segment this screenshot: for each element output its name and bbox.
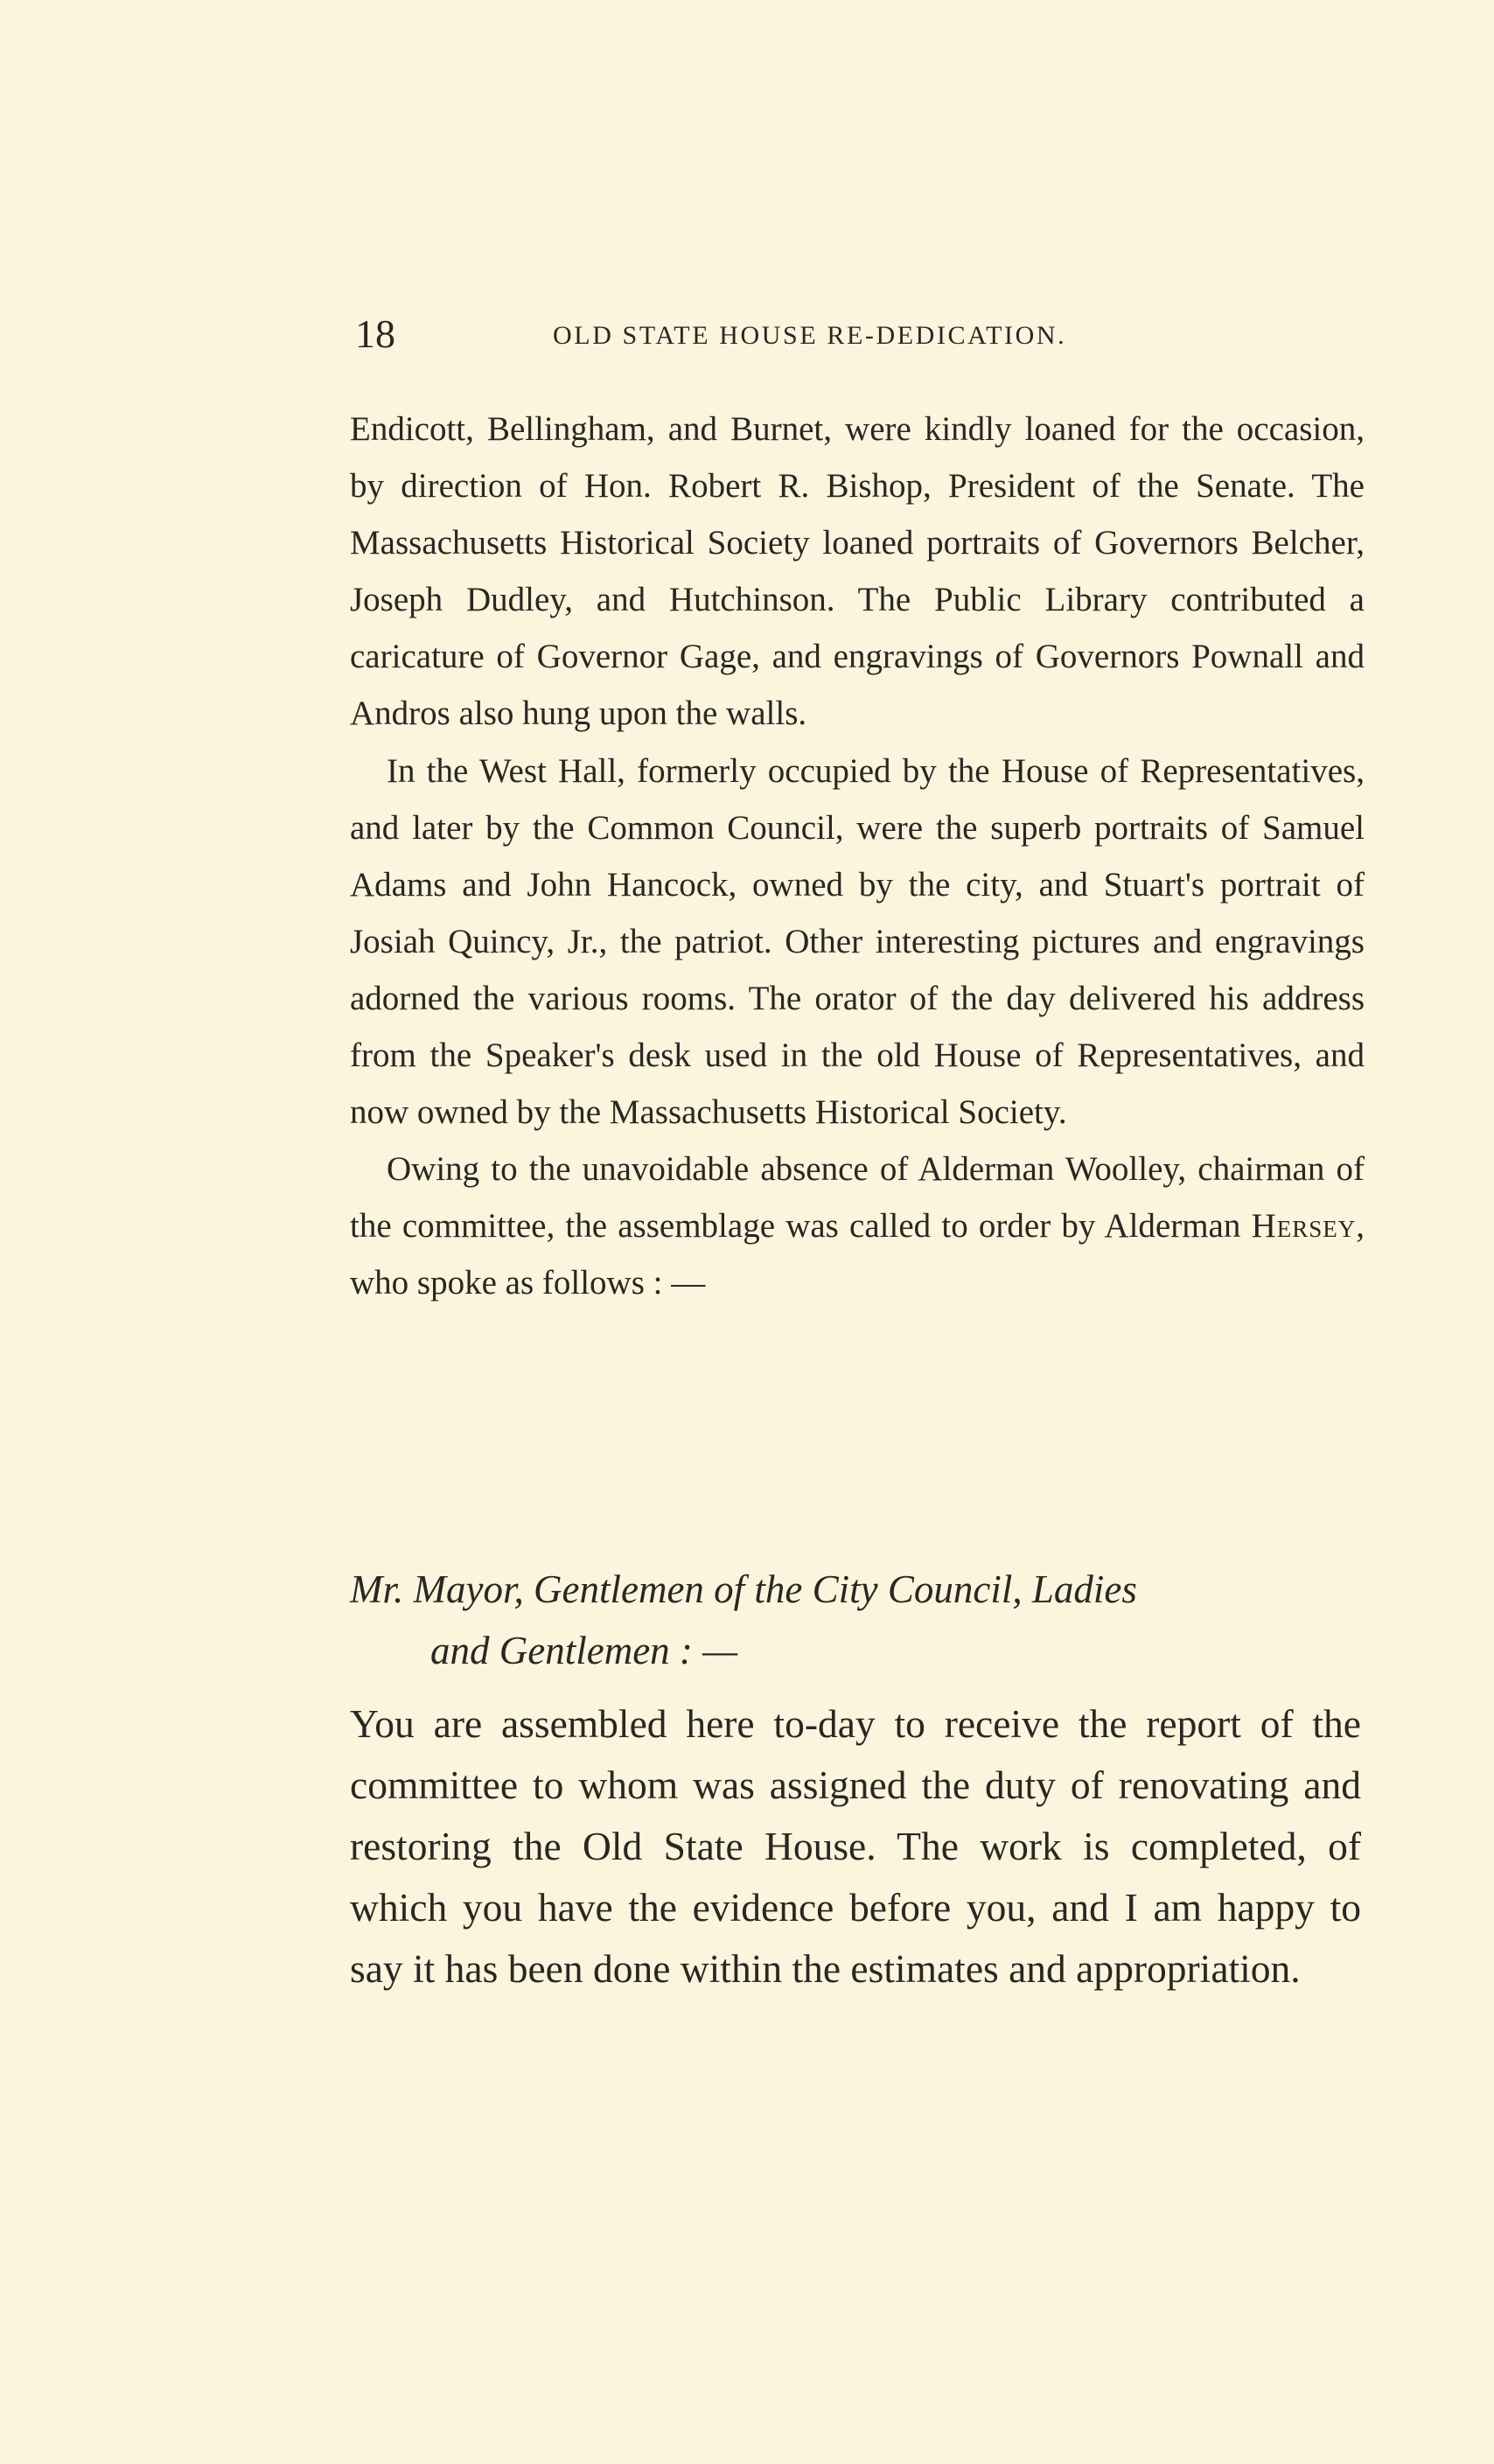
- paragraph-continuation: Endicott, Bellingham, and Burnet, were kindly loaned for the occasion, by direction of Hon. Robert R. Bishop, President of the Senate. The Massachusetts Historical Society loaned portraits of Governors Belcher, Joseph Dudley, and Hutchinson. The Public Library contributed a caricature of Governor Gage, and engravings of Governors Pownall and Andros also hung upon the walls.: [350, 410, 1365, 733]
- running-head: [350, 308, 1172, 360]
- paragraph-owing: [350, 1141, 1365, 1311]
- paragraph-west-hall: In the West Hall, formerly occupied by the House of Representatives, and later by the Common Council, were the superb portraits of Samuel Adams and John Hancock, owned by the city, and Stuart's portrait of Josiah Quincy, Jr., the patriot. Other interesting pictures and engravings adorned the various rooms. The orator of the day delivered his address from the Speaker's desk used in the old House of Representatives, and now owned by the Massachusetts Historical Society.: [350, 751, 1365, 1132]
- paragraph-owing-end: , who spoke as follows : —: [350, 1207, 1365, 1302]
- salutation-line-2: and Gentlemen : —: [430, 1629, 738, 1672]
- paragraph-owing-text: Owing to the unavoidable absence of Alderman Woolley, chairman of the committee, the assemblage was called to order by Alderman: [350, 1150, 1365, 1246]
- body-text: [350, 401, 1365, 1312]
- running-title: OLD STATE HOUSE RE-DEDICATION.: [553, 321, 1067, 350]
- speech-salutation: [350, 1559, 1365, 1681]
- speech-paragraph: You are assembled here to-day to receive the report of the committee to whom was assigned the duty of renovating and restoring the Old State House. The work is completed, of which you have the evidence before you, and I am happy to say it has been done within the estimates and appropriation.: [350, 1701, 1361, 1991]
- page-number: 18: [355, 311, 395, 356]
- salutation-line-1: Mr. Mayor, Gentlemen of the City Council, Ladies: [350, 1567, 1137, 1611]
- alderman-name: Hersey: [1251, 1207, 1357, 1246]
- speech-text: [350, 1693, 1361, 2000]
